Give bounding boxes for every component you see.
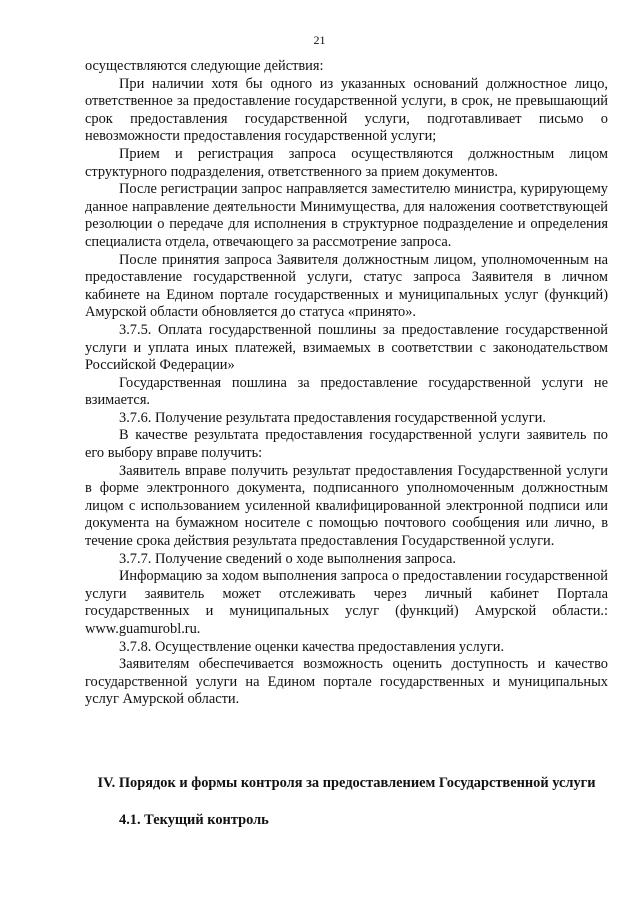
paragraph-status-update: После принятия запроса Заявителя должностным лицом, уполномоченным на предоставление государственной услуги, статус запроса Заявителя в личном кабинете на Едином портале государственных и муниципальных услуг (функций) Амурской области обновляется до статуса «принято». (85, 251, 608, 321)
paragraph-request-routing: После регистрации запрос направляется заместителю министра, курирующему данное направление деятельности Минимущества, для наложения соответствующей резолюции о передаче для исполнения в структурное подразделение и определения специалиста отдела, отвечающего за рассмотрение запроса. (85, 181, 608, 250)
section-heading: IV. Порядок и формы контроля за предоставлением Государственной услуги (97, 775, 596, 791)
paragraph-3-7-6-heading: 3.7.6. Получение результата предоставления государственной услуги. (119, 409, 546, 426)
subsection-heading: 4.1. Текущий контроль (119, 812, 269, 828)
paragraph-result-options: В качестве результата предоставления государственной услуги заявитель по его выбору вправе получить: (85, 427, 608, 462)
paragraph-continuation: осуществляются следующие действия: (85, 58, 324, 74)
paragraph-3-7-8-heading: 3.7.8. Осуществление оценки качества предоставления услуги. (119, 638, 505, 655)
paragraph-refusal-grounds: При наличии хотя бы одного из указанных оснований должностное лицо, ответственное за предоставление государственной услуги, в срок, не превышающий срок предоставления государственной услуги, подготавливает письмо о невозможности предоставления государственной услуги; (85, 75, 608, 145)
paragraph-3-7-7-heading: 3.7.7. Получение сведений о ходе выполнения запроса. (119, 550, 456, 567)
paragraph-fee-not-charged: Государственная пошлина за предоставление государственной услуги не взимается. (85, 374, 608, 409)
paragraph-3-7-5-heading: 3.7.5. Оплата государственной пошлины за предоставление государственной услуги и уплата иных платежей, взимаемых в соответствии с законодательством Российской Федерации» (85, 321, 608, 374)
paragraph-request-tracking: Информацию за ходом выполнения запроса о предоставлении государственной услуги заявитель может отслеживать через личный кабинет Портала государственных и муниципальных услуг (функций) Амурской области.: www.guamurobl.ru. (85, 568, 608, 637)
page-number: 21 (313, 33, 326, 47)
paragraph-request-registration: Прием и регистрация запроса осуществляются должностным лицом структурного подразделения, ответственного за прием документов. (85, 145, 608, 180)
body-text (85, 58, 608, 709)
paragraph-quality-assessment: Заявителям обеспечивается возможность оценить доступность и качество государственной услуги на Едином портале государственных и муниципальных услуг Амурской области. (85, 656, 608, 708)
paragraph-result-delivery: Заявитель вправе получить результат предоставления Государственной услуги в форме электронного документа, подписанного уполномоченным должностным лицом с использованием усиленной квалифицированной электронной подписи или документа на бумажном носителе с помощью почтового сообщения или лично, в течение срока действия результата предоставления Государственной услуги. (85, 462, 608, 550)
